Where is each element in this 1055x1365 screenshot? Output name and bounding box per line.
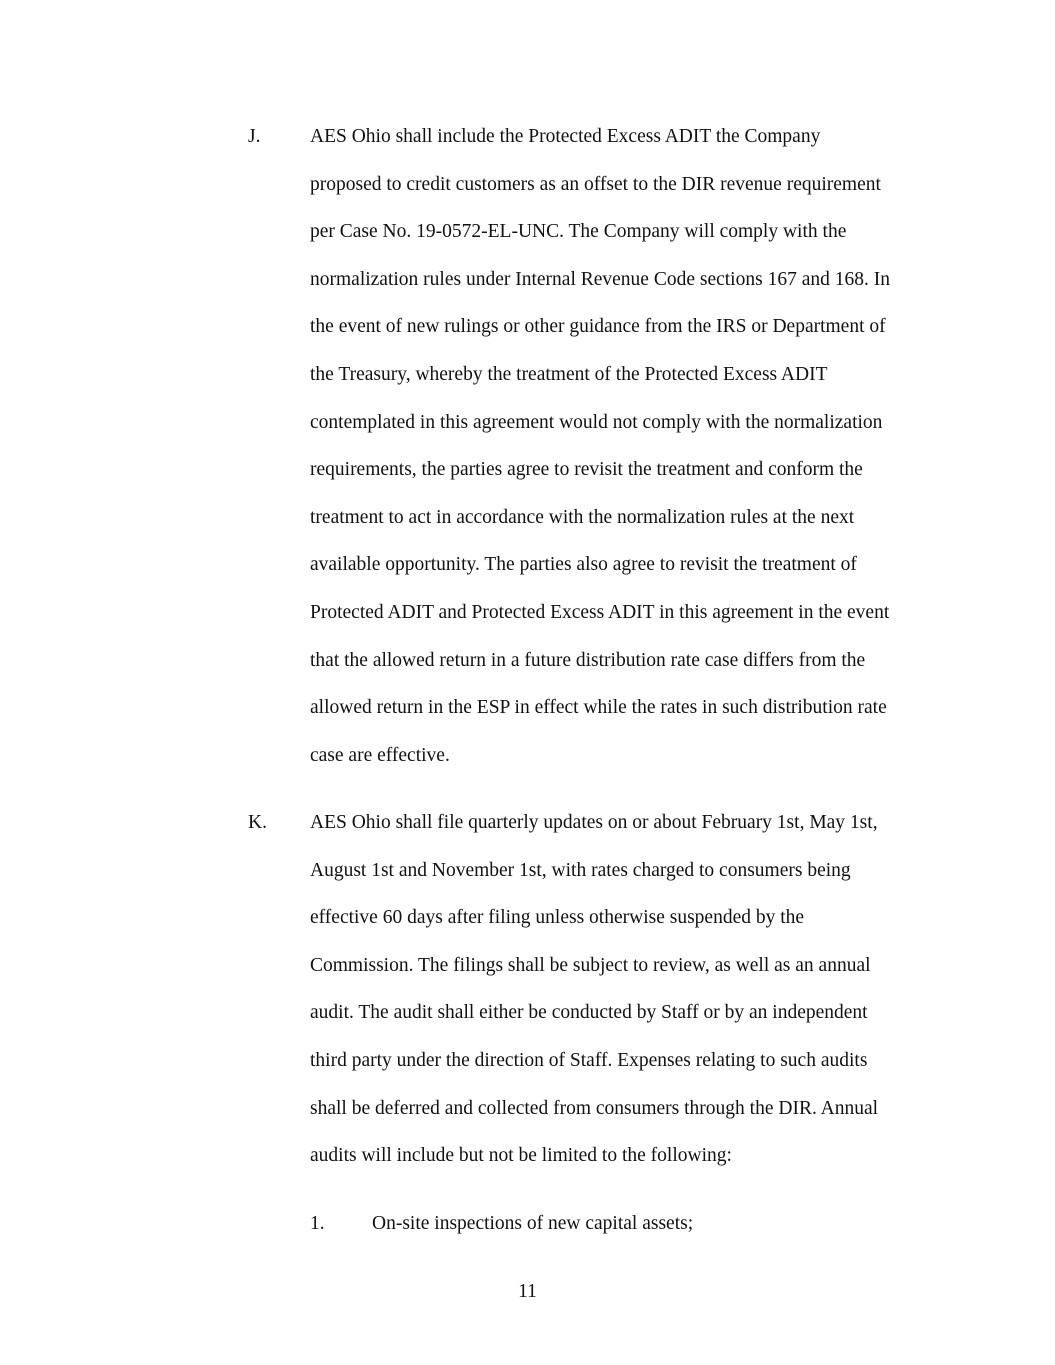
- section-k-paragraph: [310, 799, 950, 1180]
- text-line: August 1st and November 1st, with rates charged to consumers being: [310, 859, 851, 881]
- text-line: the Treasury, whereby the treatment of the Protected Excess ADIT: [310, 363, 828, 385]
- text-line: per Case No. 19-0572-EL-UNC. The Company will comply with the: [310, 221, 847, 243]
- text-line: AES Ohio shall file quarterly updates on or about February 1st, May 1st,: [310, 812, 878, 833]
- text-line: treatment to act in accordance with the normalization rules at the next: [310, 506, 855, 528]
- text-line: Protected ADIT and Protected Excess ADIT in this agreement in the event: [310, 601, 890, 623]
- text-line: audits will include but not be limited to the following:: [310, 1145, 732, 1167]
- text-line: the event of new rulings or other guidance from the IRS or Department of: [310, 316, 886, 338]
- text-line: shall be deferred and collected from consumers through the DIR. Annual: [310, 1097, 879, 1119]
- text-line: available opportunity. The parties also agree to revisit the treatment of: [310, 554, 857, 576]
- text-line: third party under the direction of Staff. Expenses relating to such audits: [310, 1049, 868, 1071]
- text-line: effective 60 days after filing unless otherwise suspended by the: [310, 907, 805, 929]
- list-item-number: 1.: [310, 1213, 325, 1234]
- text-line: normalization rules under Internal Revenue Code sections 167 and 168. In: [310, 268, 890, 290]
- section-j-label: J.: [248, 126, 261, 147]
- text-line: contemplated in this agreement would not comply with the normalization: [310, 411, 883, 433]
- text-line: that the allowed return in a future distribution rate case differs from the: [310, 649, 866, 671]
- text-line: requirements, the parties agree to revisit the treatment and conform the: [310, 459, 863, 481]
- text-line: Commission. The filings shall be subject to review, as well as an annual: [310, 954, 871, 976]
- page-number: 11: [518, 1281, 537, 1302]
- section-k-label: K.: [248, 812, 267, 833]
- text-line: allowed return in the ESP in effect while the rates in such distribution rate: [310, 697, 887, 719]
- text-line: case are effective.: [310, 744, 450, 766]
- text-line: AES Ohio shall include the Protected Excess ADIT the Company: [310, 126, 821, 147]
- list-item-text: On-site inspections of new capital assets;: [372, 1213, 694, 1234]
- text-line: audit. The audit shall either be conducted by Staff or by an independent: [310, 1002, 868, 1024]
- text-line: proposed to credit customers as an offset to the DIR revenue requirement: [310, 173, 881, 195]
- section-j-paragraph: [310, 113, 950, 779]
